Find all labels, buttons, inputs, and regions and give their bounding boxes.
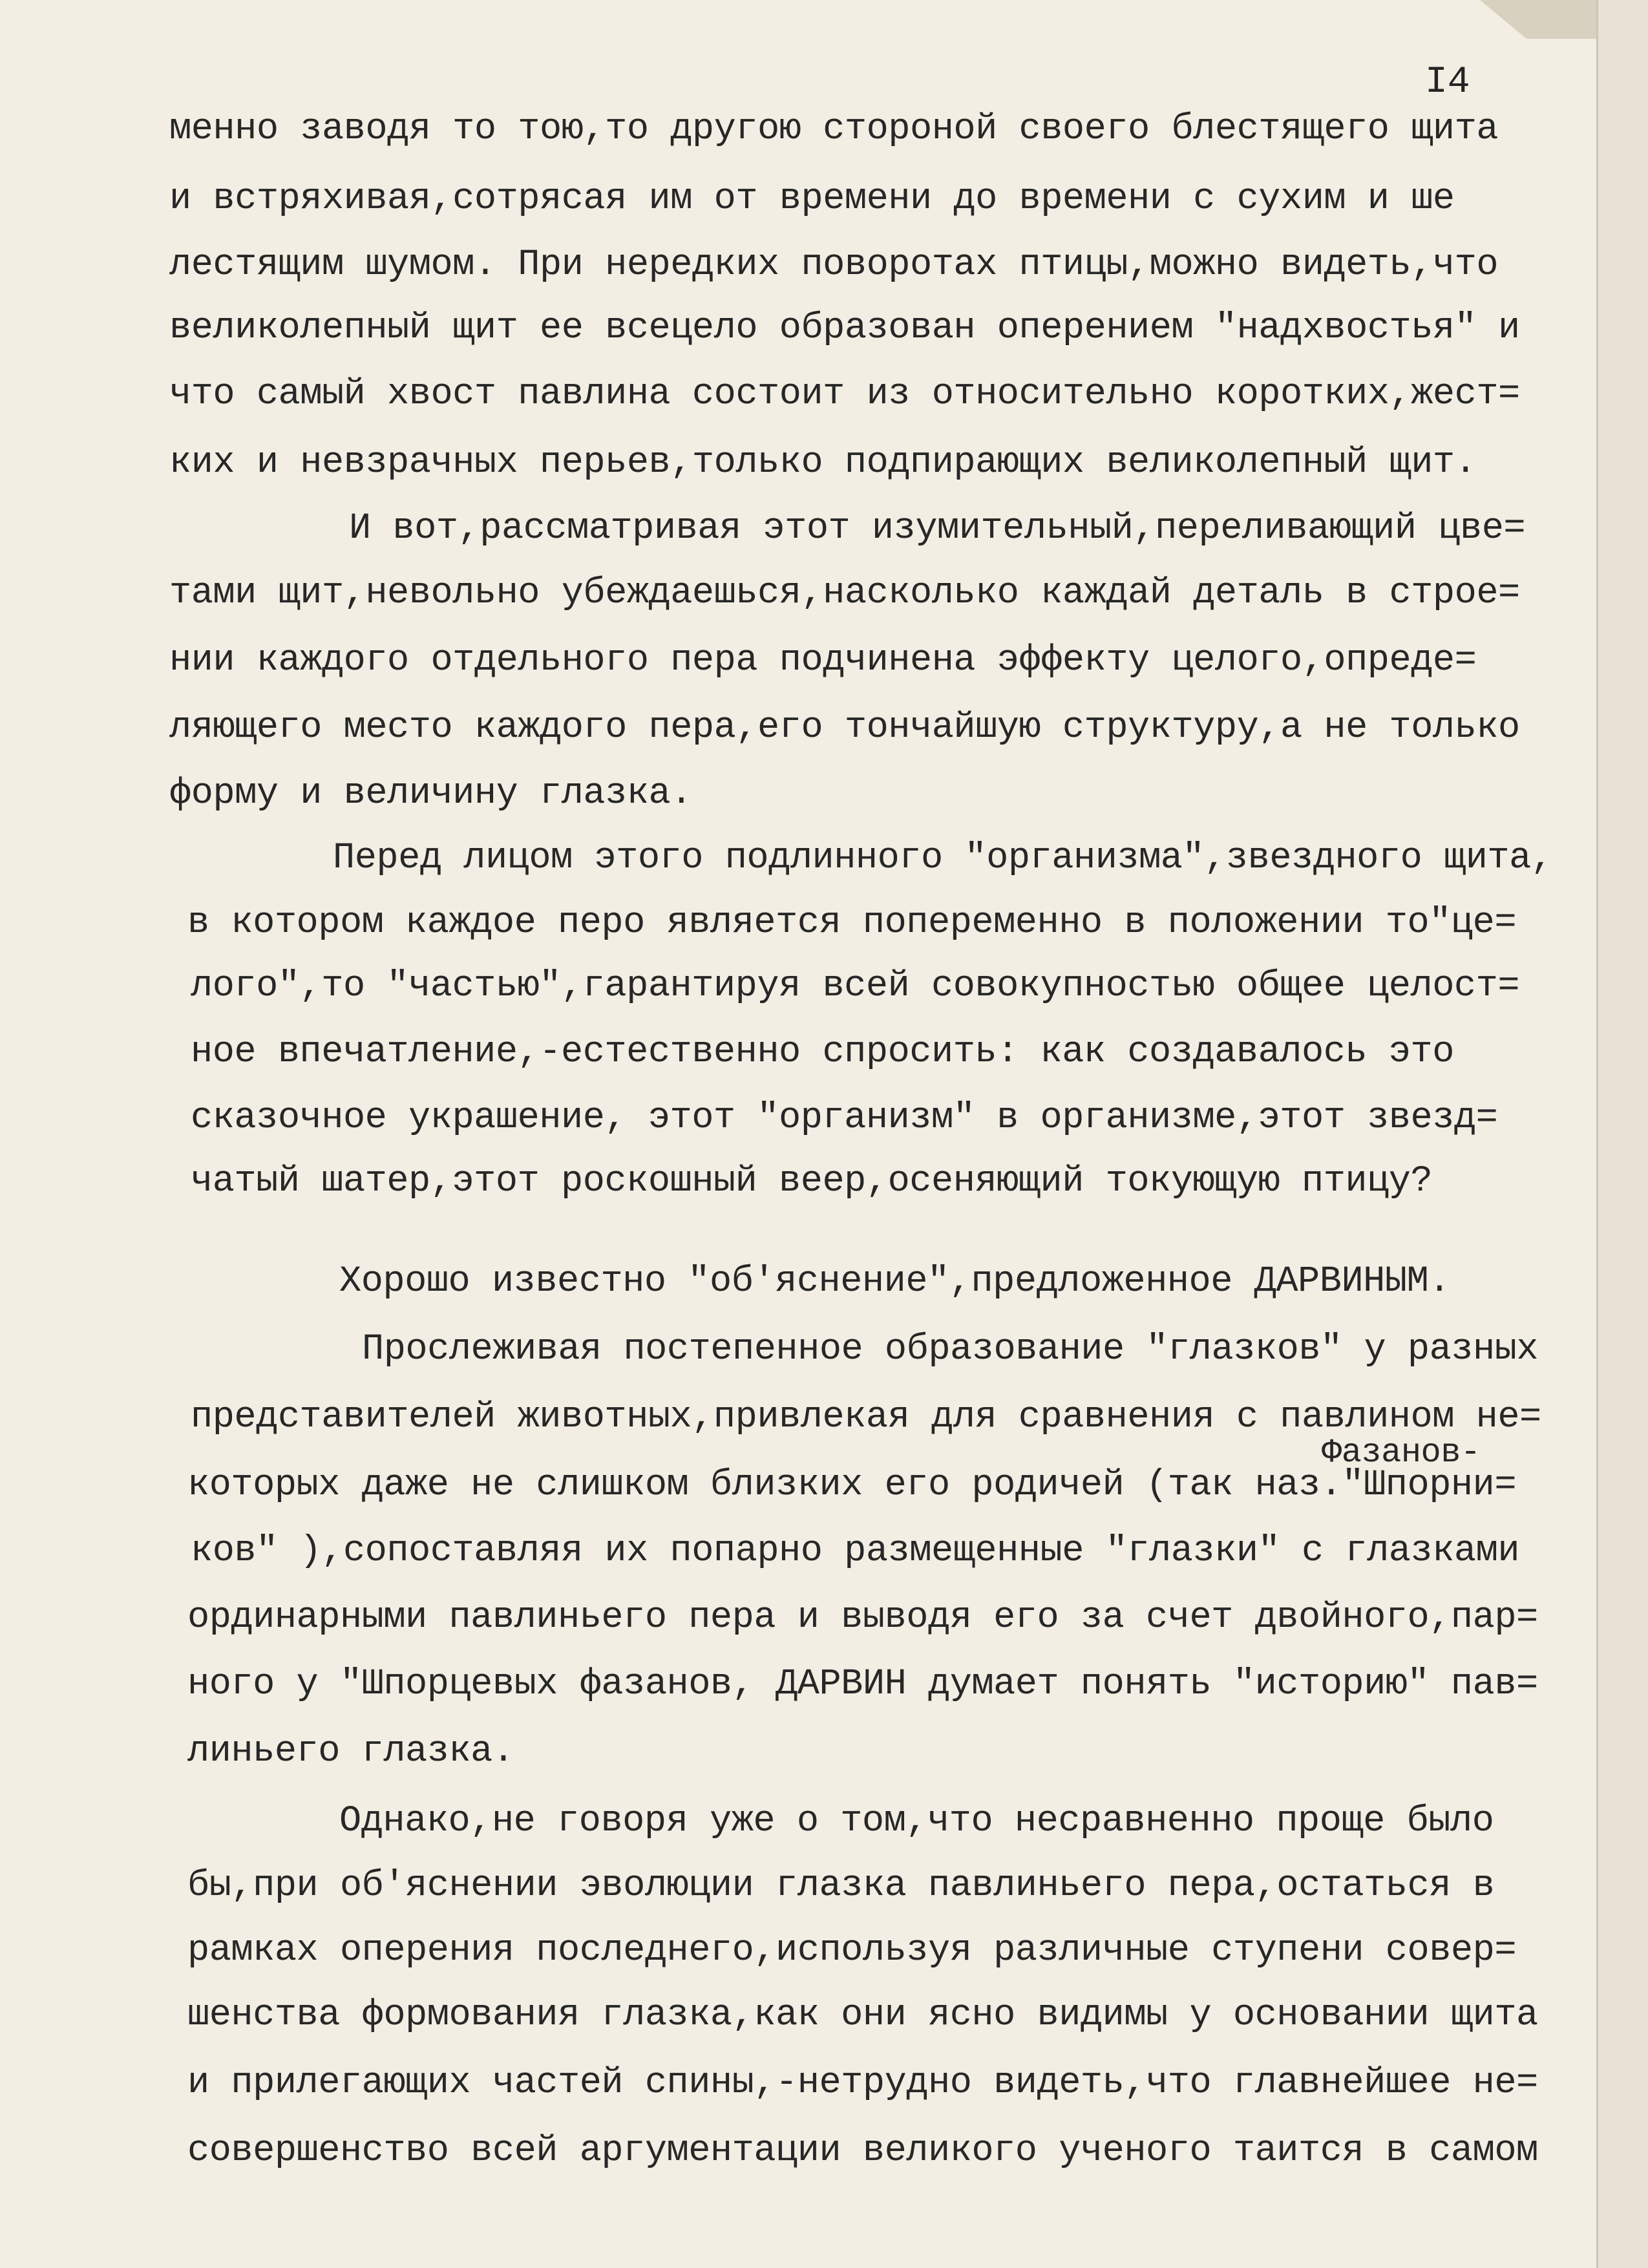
text-line: И вот,рассматривая этот изумительный,переливающий цве=: [349, 508, 1526, 549]
text-line: Прослеживая постепенное образование "глазков" у разных: [362, 1329, 1539, 1370]
text-line: что самый хвост павлина состоит из относительно коротких,жест=: [169, 374, 1520, 415]
text-line: сказочное украшение, этот "организм" в организме,этот звезд=: [191, 1097, 1498, 1139]
text-line: Хорошо известно "об'яснение",предложенное ДАРВИНЫМ.: [339, 1261, 1450, 1302]
page-number: I4: [1425, 61, 1470, 103]
text-line: форму и величину глазка.: [169, 773, 692, 814]
text-line: линьего глазка.: [187, 1731, 514, 1772]
text-line: ное впечатление,-естественно спросить: как создавалось это: [191, 1032, 1454, 1073]
text-line: ков" ),сопоставляя их попарно размещенные "глазки" с глазками: [191, 1531, 1520, 1572]
text-line: Однако,не говоря уже о том,что несравненно проще было: [339, 1801, 1494, 1842]
text-line: лого",то "частью",гарантируя всей совокупностью общее целост=: [191, 966, 1520, 1007]
text-line: рамках оперения последнего,используя различные ступени совер=: [187, 1930, 1517, 1971]
text-line: представителей животных,привлекая для сравнения с павлином не=: [191, 1397, 1541, 1438]
text-line: шенства формования глазка,как они ясно видимы у основании щита: [187, 1995, 1538, 2036]
text-line: ного у "Шпорцевых фазанов, ДАРВИН думает понять "историю" пав=: [187, 1664, 1538, 1705]
text-line: которых даже не слишком близких его родичей (так наз."Шпорни=: [187, 1465, 1517, 1506]
text-line: бы,при об'яснении эволюции глазка павлиньего пера,остаться в: [187, 1865, 1495, 1907]
text-line: менно заводя то тою,то другою стороной своего блестящего щита: [169, 109, 1499, 150]
text-line: ординарными павлиньего пера и выводя его за счет двойного,пар=: [187, 1597, 1538, 1638]
text-line: великолепный щит ее всецело образован оперением "надхвостья" и: [169, 308, 1520, 349]
text-line: совершенство всей аргументации великого ученого таится в самом: [187, 2130, 1538, 2172]
text-line: чатый шатер,этот роскошный веер,осеняющий токующую птицу?: [191, 1161, 1433, 1202]
page-corner-fold: [1480, 0, 1596, 39]
underlying-page-edge: [1596, 0, 1648, 2268]
margin-insertion: Фазанов-: [1322, 1434, 1481, 1472]
text-line: в котором каждое перо является попеременно в положении то"це=: [187, 902, 1517, 944]
text-line: ляющего место каждого пера,его тончайшую структуру,а не только: [169, 707, 1520, 748]
text-line: лестящим шумом. При нередких поворотах птицы,можно видеть,что: [169, 244, 1499, 286]
text-line: нии каждого отдельного пера подчинена эффекту целого,опреде=: [169, 640, 1477, 681]
text-line: и встряхивая,сотрясая им от времени до времени с сухим и ше: [169, 178, 1455, 220]
text-line: Перед лицом этого подлинного "организма",звездного щита,: [333, 838, 1553, 879]
text-line: и прилегающих частей спины,-нетрудно видеть,что главнейшее не=: [187, 2062, 1538, 2104]
text-line: ких и невзрачных перьев,только подпирающих великолепный щит.: [169, 442, 1477, 483]
text-line: тами щит,невольно убеждаешься,насколько каждай деталь в строе=: [169, 573, 1520, 614]
